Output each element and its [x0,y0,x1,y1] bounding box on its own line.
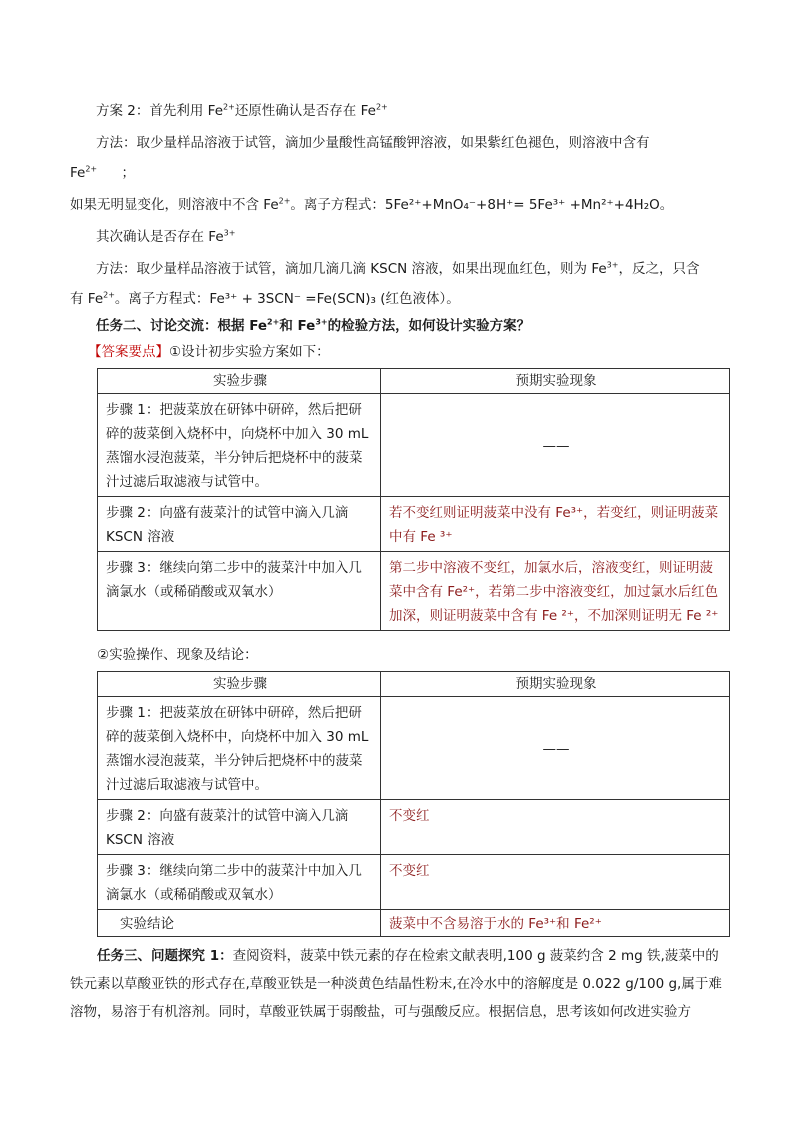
conclusion-label-cell: 实验结论 [98,910,381,937]
superscript: 2+ [278,196,291,206]
table-header-row [98,672,730,697]
task3-label: 任务三、问题探究 1： [97,948,233,964]
table-header-cell: 实验步骤 [98,672,381,697]
superscript: 3+ [606,260,619,270]
text: Fe [70,165,86,181]
answer-tag: 【答案要点】 [88,344,169,360]
text: 的检验方法，如何设计实验方案？ [327,318,531,334]
section2-title: ②实验操作、现象及结论： [97,647,258,663]
step-cell: 步骤 3：继续向第二步中的菠菜汁中加入几滴氯水（或稀硝酸或双氧水） [98,855,381,910]
superscript: 2+ [85,164,98,174]
plan2-second-check [96,227,756,247]
table-header-row [98,369,730,394]
step-cell: 步骤 3：继续向第二步中的菠菜汁中加入几滴氯水（或稀硝酸或双氧水） [98,552,381,631]
task3-line1 [97,946,757,966]
text: 。离子方程式： [290,197,385,213]
experiment-table-2 [97,671,730,937]
superscript: 2+ [267,317,280,327]
text: 还原性确认是否存在 Fe [234,103,376,119]
step-cell: 步骤 2：向盛有菠菜汁的试管中滴入几滴 KSCN 溶液 [98,800,381,855]
table-row [98,394,730,497]
table-row [98,855,730,910]
task3-line2: 铁元素以草酸亚铁的形式存在,草酸亚铁是一种淡黄色结晶性粉末,在冷水中的溶解度是 0.022 g/100 g,属于难 [70,976,722,992]
result-cell: —— [381,394,730,497]
table-header-cell: 预期实验现象 [381,369,730,394]
conclusion-cell: 菠菜中不含易溶于水的 Fe³⁺和 Fe²⁺ [381,910,730,937]
text: 查阅资料，菠菜中铁元素的存在检索文献表明,100 g 菠菜约含 2 mg 铁,菠菜中的 [232,948,719,964]
plan2-title [96,101,756,121]
superscript: 3+ [315,317,328,327]
plan2-method2-line2 [70,289,730,309]
task2-label: 任务二、讨论交流： [96,318,218,334]
result-cell: 不变红 [381,800,730,855]
text: 其次确认是否存在 Fe [96,229,224,245]
task2-heading [96,316,756,336]
text: 和 Fe [279,318,316,334]
table-row [98,697,730,800]
text: 根据 Fe [217,318,268,334]
table-row [98,800,730,855]
plan2-method2-line1 [96,259,756,279]
table-row [98,497,730,552]
result-cell: 第二步中溶液不变红，加氯水后，溶液变红，则证明菠菜中含有 Fe²⁺，若第二步中溶液变红，加过氯水后红色加深，则证明菠菜中含有 Fe ²⁺，不加深则证明无 Fe ²⁺ [381,552,730,631]
task3-line3: 溶物，易溶于有机溶剂。同时，草酸亚铁属于弱酸盐，可与强酸反应。根据信息，思考该如何改进实验方 [70,1004,691,1020]
step-cell: 步骤 1：把菠菜放在研钵中研碎，然后把研碎的菠菜倒入烧杯中，向烧杯中加入 30 mL 蒸馏水浸泡菠菜，半分钟后把烧杯中的菠菜汁过滤后取滤液与试管中。 [98,697,381,800]
text: 方案 2：首先利用 Fe [96,103,224,119]
superscript: 2+ [223,102,235,112]
plan2-method1-line3 [70,195,730,215]
superscript: 3+ [223,228,236,238]
result-cell: 不变红 [381,855,730,910]
result-cell: 若不变红则证明菠菜中没有 Fe³⁺，若变红，则证明菠菜中有 Fe ³⁺ [381,497,730,552]
table-row [98,910,730,937]
text: 如果无明显变化，则溶液中不含 Fe [70,197,279,213]
table-row [98,552,730,631]
text: 有 Fe [70,291,104,307]
text: ，反之，只含 [618,261,700,277]
experiment-table-1 [97,368,730,631]
ion-equation-1: 5Fe²⁺+MnO₄⁻+8H⁺= 5Fe³⁺ +Mn²⁺+4H₂O。 [384,197,674,213]
step-cell: 步骤 2：向盛有菠菜汁的试管中滴入几滴 KSCN 溶液 [98,497,381,552]
text: 。离子方程式： [114,291,210,307]
plan2-method1-line1: 方法：取少量样品溶液于试管，滴加少量酸性高锰酸钾溶液，如果紫红色褪色，则溶液中含有 [96,135,650,151]
superscript: 2+ [375,102,388,112]
plan2-method1-line2 [70,163,730,183]
table-header-cell: 预期实验现象 [381,672,730,697]
superscript: 2+ [103,290,115,300]
table-header-cell: 实验步骤 [98,369,381,394]
result-cell: —— [381,697,730,800]
answer-key-line [88,342,748,362]
text: ①设计初步实验方案如下： [169,344,330,360]
text: 方法：取少量样品溶液于试管，滴加几滴几滴 KSCN 溶液，如果出现血红色，则为 Fe [96,261,607,277]
ion-equation-2: Fe³⁺ + 3SCN⁻ =Fe(SCN)₃ (红色液体）。 [209,291,460,307]
step-cell: 步骤 1：把菠菜放在研钵中研碎，然后把研碎的菠菜倒入烧杯中，向烧杯中加入 30 mL 蒸馏水浸泡菠菜，半分钟后把烧杯中的菠菜汁过滤后取滤液与试管中。 [98,394,381,497]
text: ； [121,165,135,181]
